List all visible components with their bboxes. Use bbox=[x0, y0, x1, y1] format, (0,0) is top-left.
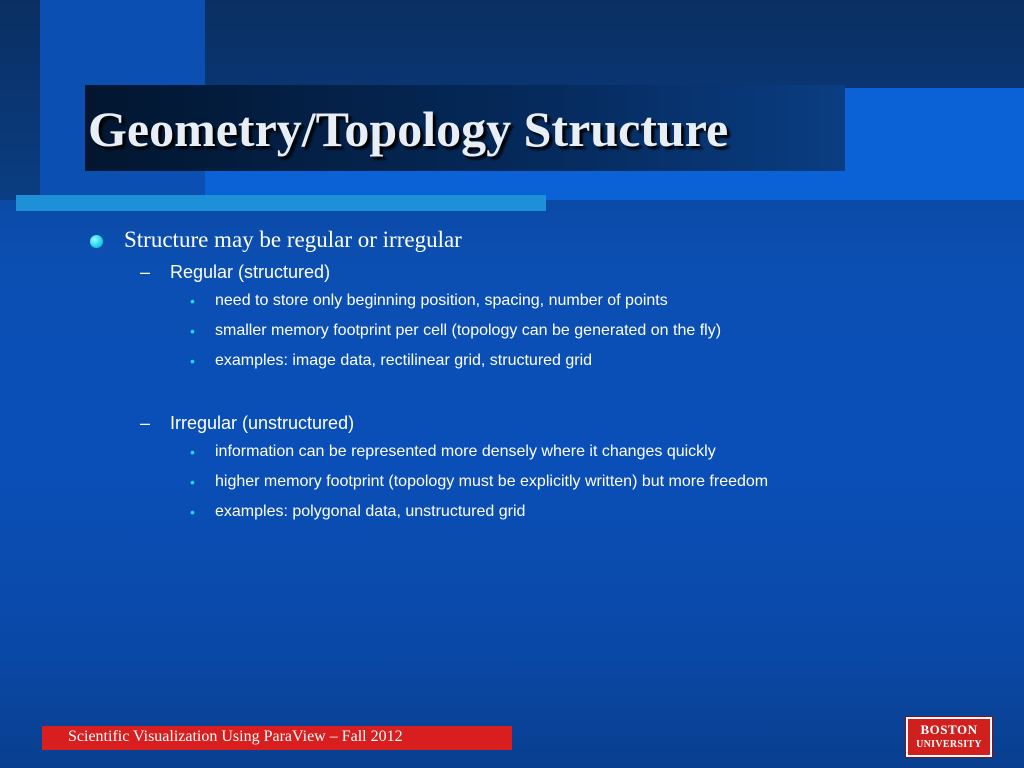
bullet-level1-text: Structure may be regular or irregular bbox=[124, 227, 462, 252]
bullet-dot-icon: • bbox=[190, 323, 195, 339]
bullet-dot-icon: • bbox=[190, 444, 195, 460]
round-bullet-icon bbox=[90, 235, 103, 248]
bullet-level3 bbox=[88, 286, 988, 316]
bullet-level2-text: Irregular (unstructured) bbox=[170, 413, 355, 433]
bullet-level2-text: Regular (structured) bbox=[170, 262, 331, 282]
bullet-level2-regular bbox=[88, 258, 988, 286]
bullet-level1 bbox=[88, 224, 988, 256]
bullet-level3-text: examples: image data, rectilinear grid, structured grid bbox=[215, 352, 593, 369]
bullet-level3-text: smaller memory footprint per cell (topology can be generated on the fly) bbox=[215, 322, 722, 339]
boston-university-logo bbox=[906, 717, 992, 757]
bullet-level3 bbox=[88, 497, 988, 527]
bullet-level3-text: need to store only beginning position, spacing, number of points bbox=[215, 292, 668, 309]
accent-bar bbox=[16, 195, 546, 211]
bullet-level3-text: information can be represented more densely where it changes quickly bbox=[215, 443, 716, 460]
footer-text: Scientific Visualization Using ParaView – Fall 2012 bbox=[68, 728, 403, 745]
page-title: Geometry/Topology Structure bbox=[88, 101, 729, 157]
bullet-dot-icon: • bbox=[190, 293, 195, 309]
bullet-level3-text: higher memory footprint (topology must be explicitly written) but more freedom bbox=[215, 473, 769, 490]
bullet-dot-icon: • bbox=[190, 353, 195, 369]
bullet-level3-text: examples: polygonal data, unstructured grid bbox=[215, 503, 526, 520]
bullet-level3 bbox=[88, 467, 988, 497]
logo-line1: BOSTON bbox=[920, 722, 978, 737]
bullet-dot-icon: • bbox=[190, 474, 195, 490]
dash-marker: – bbox=[140, 262, 151, 282]
bullet-level3 bbox=[88, 346, 988, 376]
bullet-dot-icon: • bbox=[190, 504, 195, 520]
slide-content bbox=[88, 224, 988, 527]
bullet-level3 bbox=[88, 316, 988, 346]
bullet-level3 bbox=[88, 437, 988, 467]
spacer bbox=[88, 376, 988, 407]
dash-marker: – bbox=[140, 413, 151, 433]
logo-line2: UNIVERSITY bbox=[916, 739, 982, 750]
bullet-level2-irregular bbox=[88, 409, 988, 437]
